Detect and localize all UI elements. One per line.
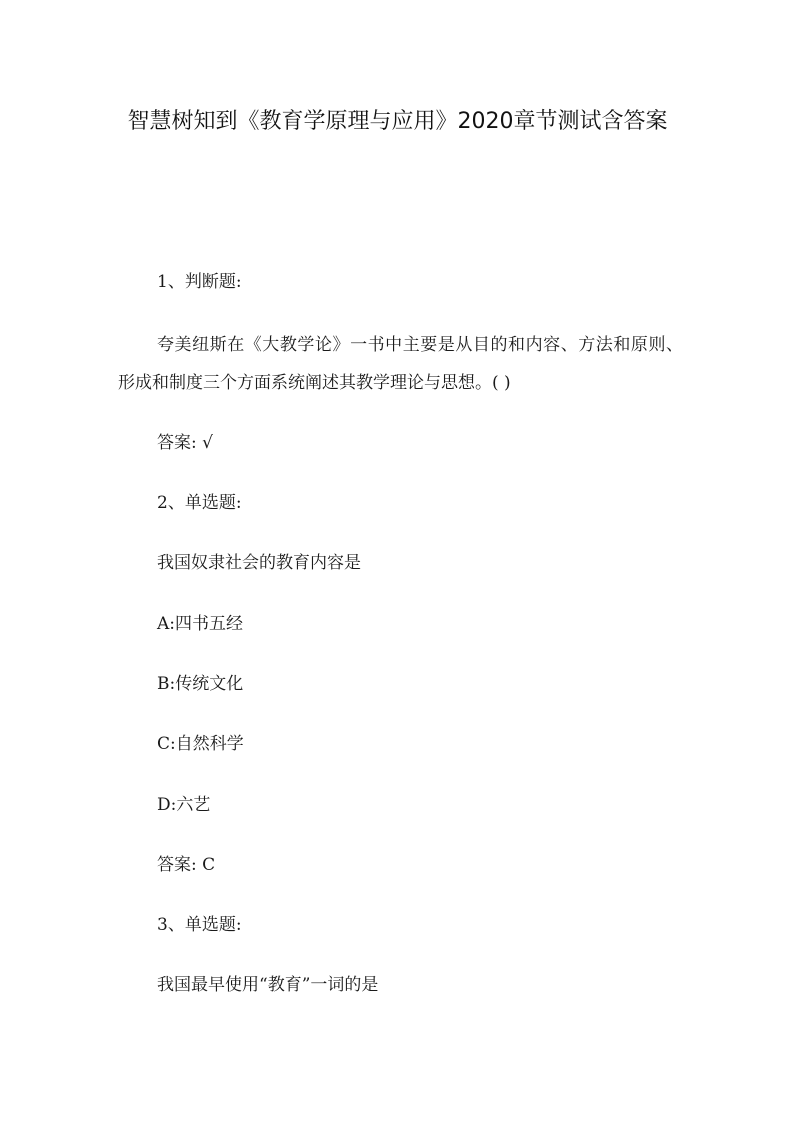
question-2-option-d: D:六艺 <box>157 795 211 815</box>
question-2-stem: 我国奴隶社会的教育内容是 <box>157 553 361 573</box>
question-2-header: 2、单选题: <box>157 493 242 513</box>
question-2-answer: 答案: C <box>157 855 216 875</box>
question-1-header: 1、判断题: <box>157 272 242 292</box>
question-3-header: 3、单选题: <box>157 915 242 935</box>
question-2-option-c: C:自然科学 <box>157 734 244 754</box>
question-1-answer: 答案: √ <box>157 433 213 453</box>
question-3-stem: 我国最早使用“教育”一词的是 <box>157 975 379 995</box>
document-title: 智慧树知到《教育学原理与应用》2020章节测试含答案 <box>127 109 668 134</box>
question-1-stem: 夸美纽斯在《大教学论》一书中主要是从目的和内容、方法和原则、形成和制度三个方面系统阐述其教学理论与思想。( ) <box>118 335 683 393</box>
question-2-option-b: B:传统文化 <box>157 674 244 694</box>
question-2-option-a: A:四书五经 <box>157 614 244 634</box>
